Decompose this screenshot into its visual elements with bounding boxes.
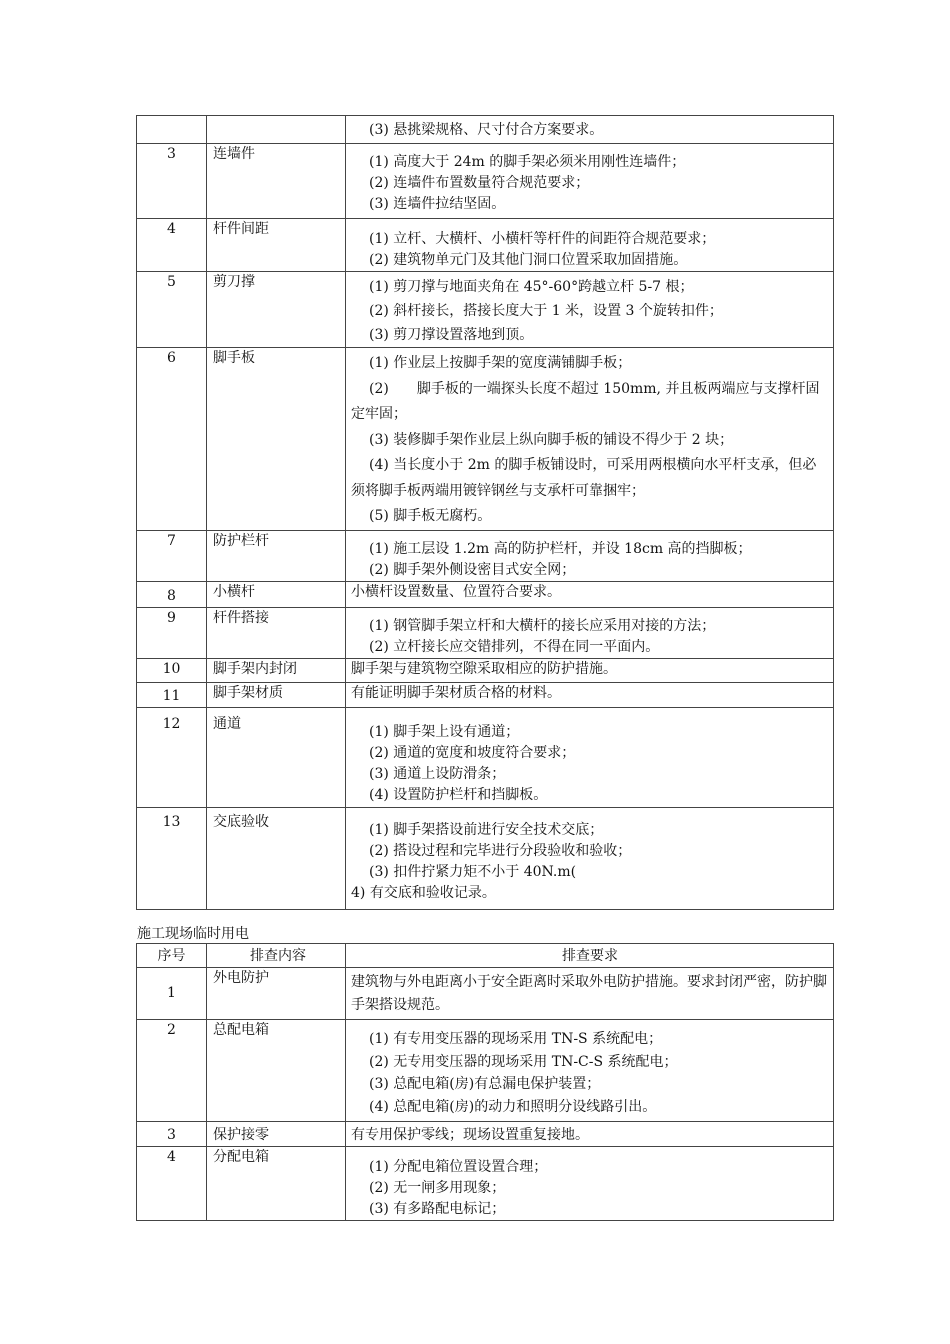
column-header: 排查要求 [346, 944, 834, 968]
requirement-line: (2) 斜杆接长，搭接长度大于 1 米，设置 3 个旋转扣件； [369, 303, 723, 319]
check-item: 杆件搭接 [207, 607, 346, 658]
check-requirement [346, 807, 834, 909]
row-number: 4 [137, 1147, 207, 1221]
table-row [137, 1122, 834, 1147]
row-number: 6 [137, 348, 207, 531]
check-item: 交底验收 [207, 807, 346, 909]
table-header-row [137, 944, 834, 968]
check-requirement [346, 219, 834, 272]
check-requirement [346, 607, 834, 658]
requirement-line: (2) 搭设过程和完毕进行分段验收和验收； [369, 842, 632, 859]
check-item: 脚手架内封闭 [207, 658, 346, 682]
row-number: 1 [137, 968, 207, 1020]
requirement-line: (2) 建筑物单元门及其他门洞口位置采取加固措施。 [369, 252, 688, 268]
table-row [137, 658, 834, 682]
check-requirement [346, 144, 834, 219]
table-row [137, 116, 834, 144]
table-row [137, 807, 834, 909]
requirement-line: (4) 当长度小于 2m 的脚手板铺设时，可采用两根横向水平杆支承，但必须将脚手板两端用镀锌钢丝与支承杆可靠捆牢； [351, 457, 817, 499]
check-item: 通道 [207, 707, 346, 807]
requirement-line: (2) 无一闸多用现象； [369, 1180, 506, 1196]
requirement-line: (1) 施工层设 1.2m 高的防护栏杆，并设 18cm 高的挡脚板； [369, 540, 752, 557]
requirement-line: (3) 装修脚手架作业层上纵向脚手板的铺设不得少于 2 块； [369, 431, 734, 448]
table-row [137, 707, 834, 807]
requirement-line: 脚手架与建筑物空隙采取相应的防护措施。 [351, 660, 617, 677]
section-caption: 施工现场临时用电 [137, 926, 249, 942]
table-row [137, 968, 834, 1020]
requirement-line: (1) 剪刀撑与地面夹角在 45°-60°跨越立杆 5-7 根； [369, 279, 694, 295]
row-number: 4 [137, 219, 207, 272]
requirement-line: 小横杆设置数量、位置符合要求。 [351, 583, 561, 600]
check-item: 脚手板 [207, 348, 346, 531]
requirement-line: (3) 有多路配电标记； [369, 1201, 506, 1217]
table-row [137, 1147, 834, 1221]
check-requirement [346, 707, 834, 807]
check-item: 外电防护 [207, 968, 346, 1020]
requirement-line: (3) 连墙件拉结坚固。 [369, 196, 506, 212]
row-number: 10 [137, 658, 207, 682]
check-item: 分配电箱 [207, 1147, 346, 1221]
table-row [137, 607, 834, 658]
table-row [137, 530, 834, 581]
row-number: 3 [137, 144, 207, 219]
check-requirement [346, 581, 834, 607]
row-number: 9 [137, 607, 207, 658]
check-requirement [346, 1020, 834, 1122]
check-item: 杆件间距 [207, 219, 346, 272]
requirement-line: (3) 扣件拧紧力矩不小于 40N.m( [369, 863, 577, 880]
requirement-line: 有能证明脚手架材质合格的材料。 [351, 684, 561, 701]
requirement-line: (2) 脚手架外侧设密目式安全网； [369, 561, 576, 578]
check-item: 连墙件 [207, 144, 346, 219]
check-item: 脚手架材质 [207, 682, 346, 707]
requirement-line: (2) 无专用变压器的现场采用 TN-C-S 系统配电； [369, 1053, 678, 1070]
table-row [137, 219, 834, 272]
check-requirement [346, 1147, 834, 1221]
requirement-line: (2) 连墙件布置数量符合规范要求； [369, 175, 590, 191]
requirement-line: (1) 作业层上按脚手架的宽度满铺脚手板； [369, 355, 632, 371]
table-row [137, 144, 834, 219]
requirement-line: (3) 悬挑梁规格、尺寸付合方案要求。 [369, 122, 604, 138]
row-number: 13 [137, 807, 207, 909]
requirement-line: (4) 设置防护栏杆和挡脚板。 [369, 786, 548, 803]
row-number: 7 [137, 530, 207, 581]
check-requirement [346, 682, 834, 707]
check-requirement [346, 530, 834, 581]
check-item: 防护栏杆 [207, 530, 346, 581]
requirement-line: (1) 脚手架搭设前进行安全技术交底； [369, 821, 604, 838]
requirement-line: (1) 有专用变压器的现场采用 TN-S 系统配电； [369, 1031, 663, 1047]
check-requirement [346, 348, 834, 531]
table-row [137, 682, 834, 707]
table-row [137, 581, 834, 607]
requirement-line: (3) 总配电箱(房)有总漏电保护装置； [369, 1076, 601, 1092]
check-requirement [346, 116, 834, 144]
requirement-line: (2) 脚手板的一端探头长度不超过 150mm, 并且板两端应与支撑杆固定牢固； [351, 380, 820, 422]
requirement-line: (4) 总配电箱(房)的动力和照明分设线路引出。 [369, 1098, 657, 1115]
row-number: 2 [137, 1020, 207, 1122]
table-row [137, 348, 834, 531]
requirement-line: (1) 高度大于 24m 的脚手架必须米用刚性连墙件； [369, 154, 686, 170]
column-header: 序号 [137, 944, 207, 968]
requirement-line: (1) 脚手架上设有通道； [369, 723, 520, 740]
check-item: 保护接零 [207, 1122, 346, 1147]
check-requirement [346, 968, 834, 1020]
scaffold-check-table [136, 115, 834, 910]
requirement-line: (1) 立杆、大横杆、小横杆等杆件的间距符合规范要求； [369, 231, 716, 247]
row-number: 3 [137, 1122, 207, 1147]
row-number: 12 [137, 707, 207, 807]
requirement-line: (1) 钢管脚手架立杆和大横杆的接长应采用对接的方法； [369, 617, 716, 634]
check-item [207, 116, 346, 144]
check-requirement [346, 658, 834, 682]
check-item: 总配电箱 [207, 1020, 346, 1122]
column-header: 排查内容 [207, 944, 346, 968]
table-row [137, 1020, 834, 1122]
electric-check-table [136, 943, 834, 1221]
requirement-line: 4) 有交底和验收记录。 [351, 884, 496, 901]
row-number: 5 [137, 272, 207, 348]
requirement-line: (2) 通道的宽度和坡度符合要求； [369, 744, 576, 761]
check-requirement [346, 272, 834, 348]
check-requirement [346, 1122, 834, 1147]
row-number [137, 116, 207, 144]
check-item: 小横杆 [207, 581, 346, 607]
check-item: 剪刀撑 [207, 272, 346, 348]
requirement-line: (1) 分配电箱位置设置合理； [369, 1159, 548, 1175]
requirement-line: (2) 立杆接长应交错排列，不得在同一平面内。 [369, 638, 660, 655]
requirement-line: (3) 剪刀撑设置落地到顶。 [369, 327, 534, 343]
row-number: 11 [137, 682, 207, 707]
requirement-line: 有专用保护零线；现场设置重复接地。 [351, 1127, 589, 1143]
table-row [137, 272, 834, 348]
requirement-line: (5) 脚手板无腐朽。 [369, 508, 492, 524]
requirement-line: 建筑物与外电距离小于安全距离时采取外电防护措施。要求封闭严密，防护脚手架搭设规范。 [351, 974, 827, 1013]
requirement-line: (3) 通道上设防滑条； [369, 765, 506, 782]
row-number: 8 [137, 581, 207, 607]
